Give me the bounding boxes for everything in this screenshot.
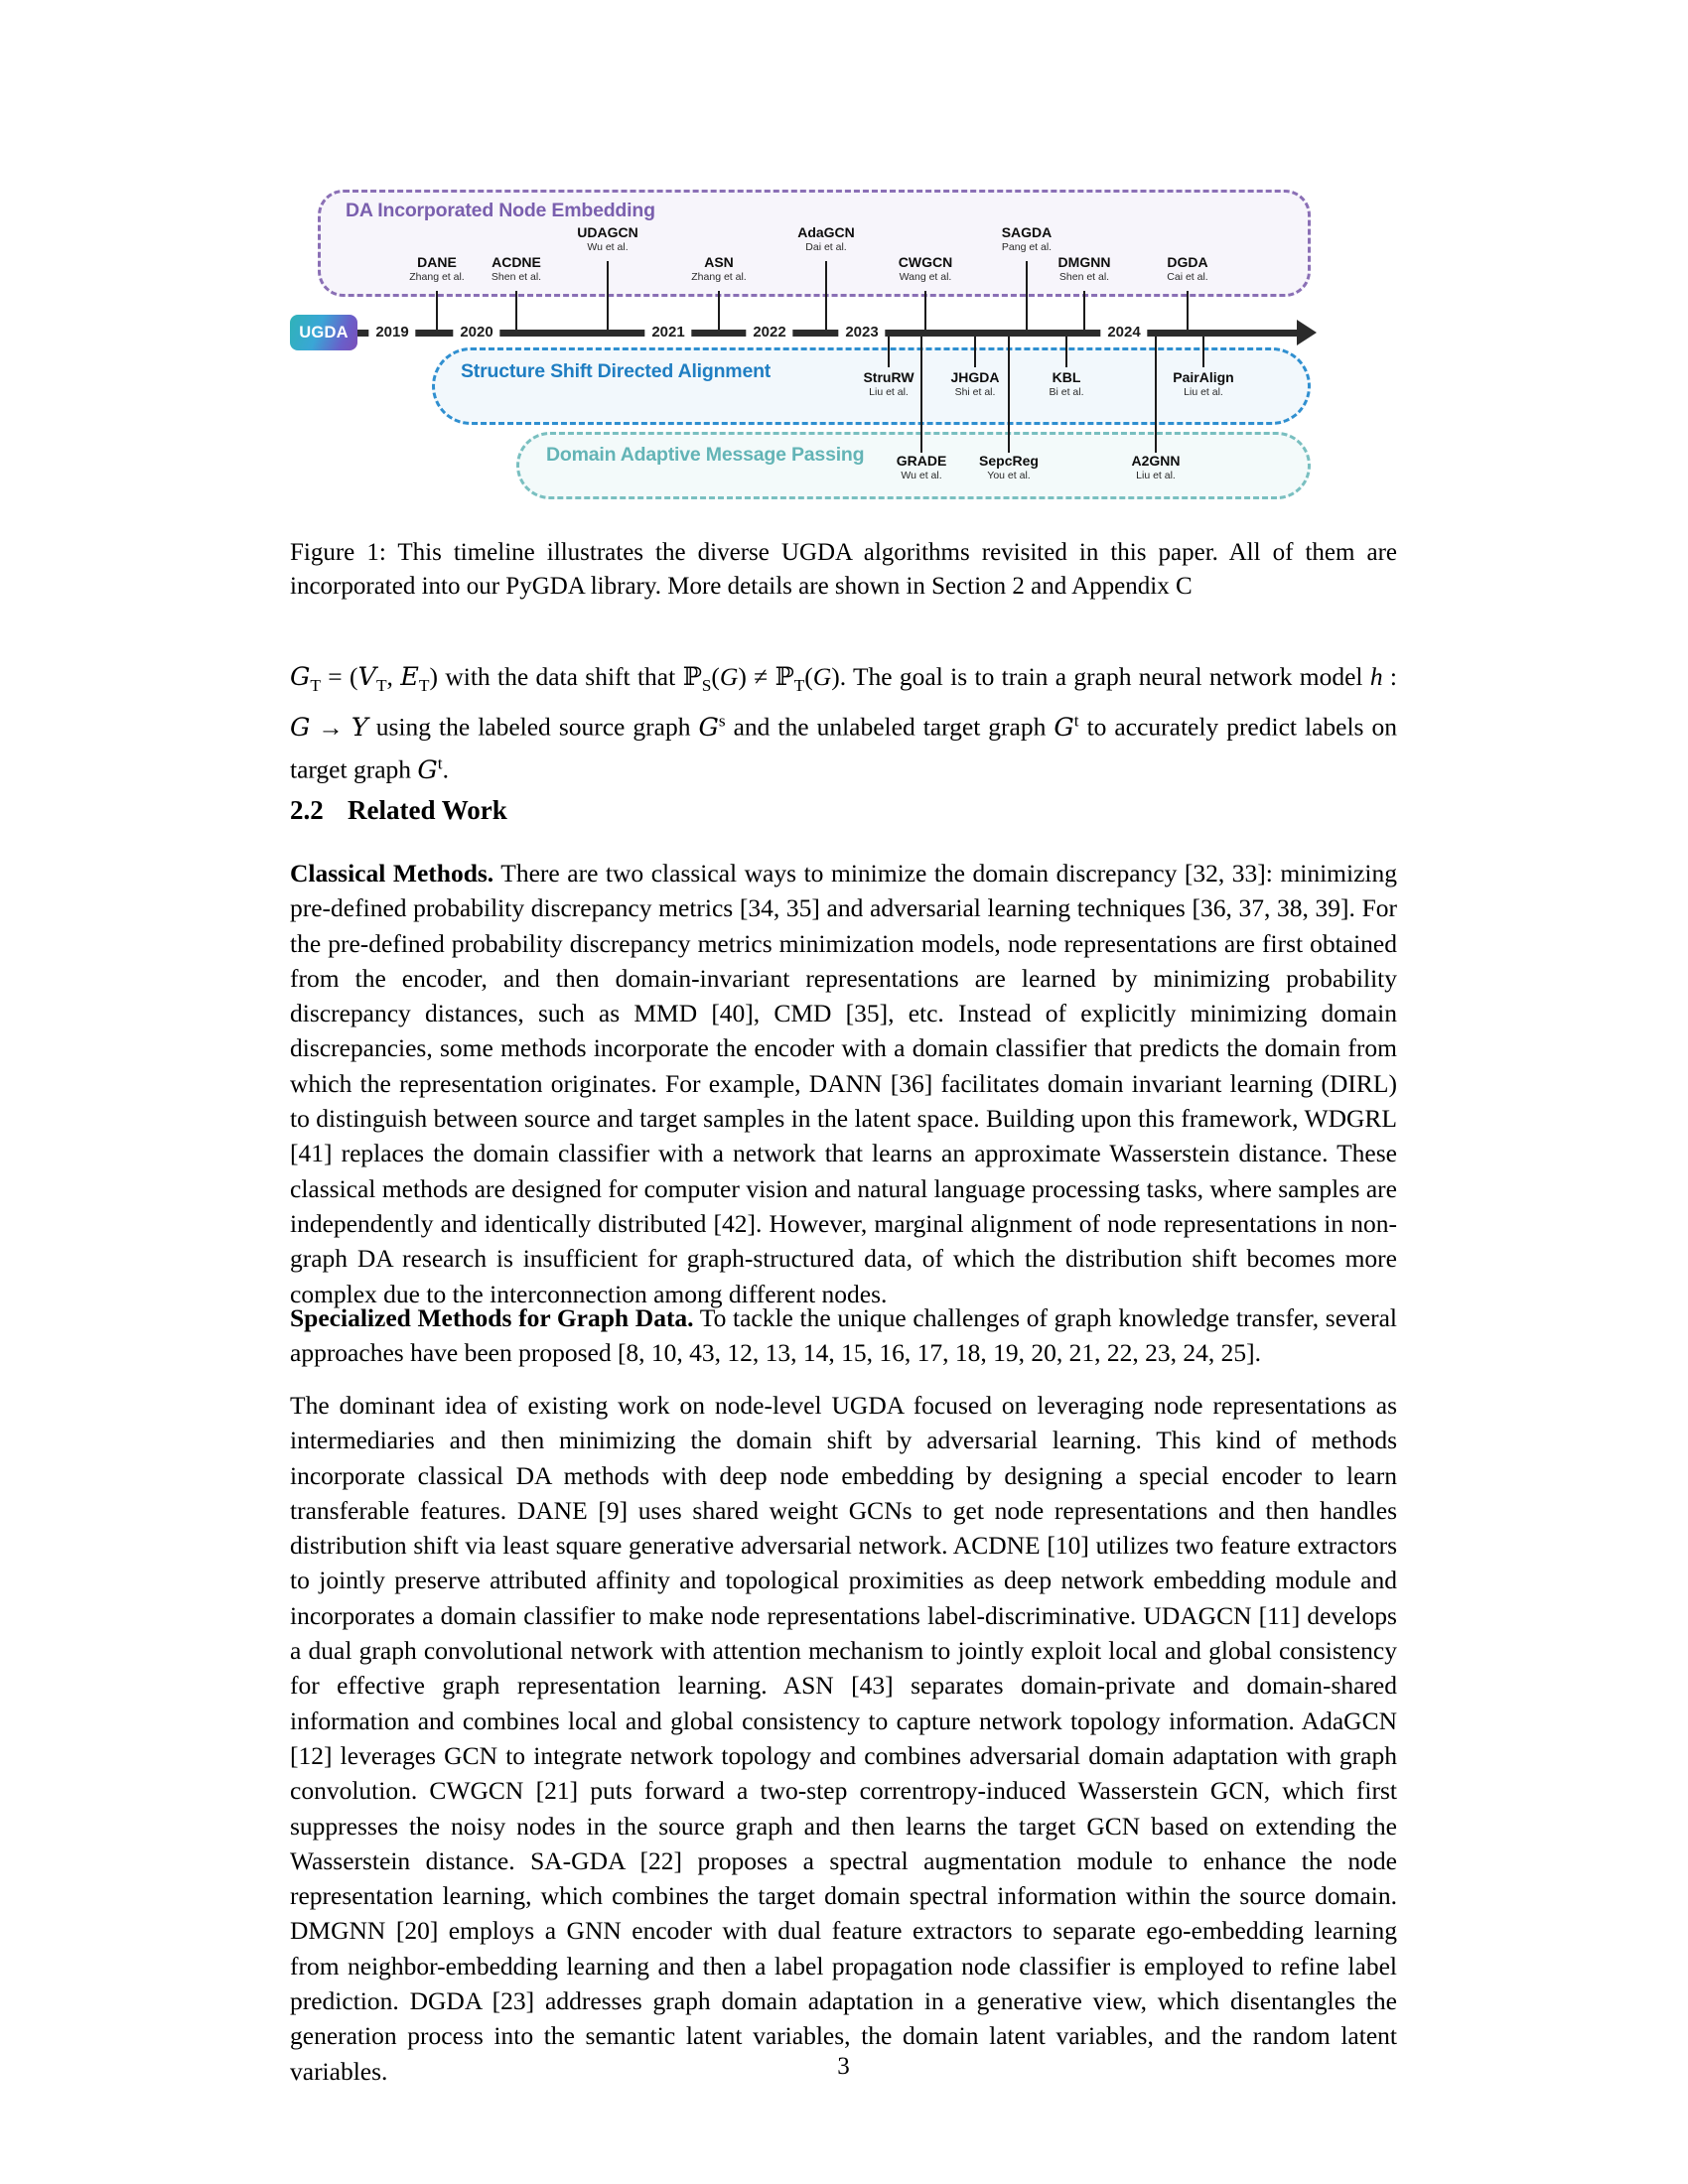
paragraph-lead-label: Specialized Methods for Graph Data. [290,1303,694,1332]
page-number: 3 [837,2053,850,2080]
entry-author: Zhang et al. [409,271,465,283]
entry-name: JHGDA [950,369,1000,385]
stem-sagda [1026,261,1028,331]
year-tick-2024: 2024 [1100,321,1147,344]
entry-author: Cai et al. [1167,271,1208,283]
section-number: 2.2 [290,795,324,825]
year-tick-2023: 2023 [838,321,885,344]
text-run: and the unlabeled target graph [725,712,1055,742]
stem-dmgnn [1083,291,1085,331]
band-title-blue: Structure Shift Directed Alignment [461,360,772,382]
entry-name: GRADE [896,453,947,469]
entry-name: A2GNN [1131,453,1181,469]
entry-name: ACDNE [492,254,541,270]
entry-name: StruRW [863,369,914,385]
timeline-entry-pairalign [1173,370,1233,399]
entry-name: CWGCN [898,254,953,270]
entry-name: PairAlign [1173,369,1234,385]
figure-1-timeline [290,184,1402,501]
entry-name: DANE [417,254,457,270]
entry-author: Zhang et al. [691,271,747,283]
entry-author: Pang et al. [1001,241,1053,253]
entry-author: Bi et al. [1049,386,1084,398]
timeline-entry-acdne [492,255,541,284]
section-title: Related Work [348,795,507,825]
stem-dane [436,291,438,331]
stem-dgda [1187,291,1189,331]
entry-name: AdaGCN [797,224,855,240]
entry-author: You et al. [987,470,1031,481]
text-run: with the data shift that [437,662,683,691]
figure-caption: Figure 1: This timeline illustrates the diverse UGDA algorithms revisited in this paper. All of them are incorporated into our PyGDA library. More details are shown in Section 2 and Appendix C [290,539,1397,600]
year-tick-2022: 2022 [746,321,792,344]
entry-author: Wu et al. [587,241,629,253]
year-tick-2019: 2019 [368,321,415,344]
timeline-entry-udagcn [577,225,637,254]
paragraph-dominant-idea: The dominant idea of existing work on node-level UGDA focused on leveraging node representations as intermediaries and then minimizing the domain shift by adversarial learning. This kind of methods incorporate classical DA methods with deep node embedding by designing a special encoder to learn transferable features. DANE [9] uses shared weight GCNs to get node representations and then handles distribution shift via least square generative adversarial network. ACDNE [10] utilizes two feature extractors to jointly preserve attributed affinity and topological proximities as deep network embedding module and incorporates a domain classifier to make node representations label-discriminative. UDAGCN [11] develops a dual graph convolutional network with attention mechanism to jointly exploit local and global consistency for effective graph representation learning. ASN [43] separates domain-private and domain-shared information and combines local and global consistency to capture network topology information. AdaGCN [12] leverages GCN to integrate network topology and combines adversarial domain adaptation with graph convolution. CWGCN [21] puts forward a two-step correntropy-induced Wasserstein GCN, which first suppresses the noisy nodes in the source graph and then learns the target GCN based on extending the Wasserstein distance. SA-GDA [22] proposes a spectral augmentation module to enhance the node representation learning, which combines the target domain spectral information within the source domain. DMGNN [20] employs a GNN encoder with dual feature extractors to separate ego-embedding learning from neighbor-embedding learning and then a label propagation node classifier is employed to refine label prediction. DGDA [23] addresses graph domain adaptation in a generative view, which disentangles the generation process into the semantic latent variables, the domain latent variables, and the random latent variables. [290,1391,1397,2086]
stem-asn [718,291,720,331]
text-run: . The goal is to train a graph neural network model [839,662,1370,691]
timeline-entry-sagda [1002,225,1053,254]
stem-strurw [888,336,890,367]
entry-author: Liu et al. [1136,470,1176,481]
band-title-teal: Domain Adaptive Message Passing [546,444,865,466]
timeline-entry-a2gnn [1131,454,1180,482]
math-expression: h : G → Y [290,662,1398,743]
stem-adagcn [825,261,827,331]
entry-author: Liu et al. [869,386,909,398]
text-run: using the labeled source graph [367,712,699,742]
timeline-canvas [290,184,1402,501]
entry-name: ASN [704,254,734,270]
paragraph-problem-definition [290,659,1397,788]
entry-author: Liu et al. [1184,386,1223,398]
entry-name: DGDA [1167,254,1208,270]
stem-acdne [515,291,517,331]
timeline-entry-dmgnn [1058,255,1111,284]
entry-author: Wang et al. [899,271,952,283]
entry-author: Shen et al. [491,271,542,283]
stem-udagcn [607,261,609,331]
entry-name: SAGDA [1001,224,1053,240]
timeline-arrow-icon [1297,320,1317,345]
timeline-entry-adagcn [797,225,855,254]
entry-author: Dai et al. [805,241,847,253]
entry-author: Shen et al. [1058,271,1110,283]
stem-cwgcn [924,291,926,331]
text-run: to accurately predict labels on target graph [290,712,1397,784]
entry-name: UDAGCN [577,224,638,240]
timeline-entry-jhgda [950,370,999,399]
timeline-entry-dgda [1167,255,1207,284]
entry-name: DMGNN [1057,254,1111,270]
entry-name: KBL [1052,369,1081,385]
stem-kbl [1065,336,1067,367]
section-heading-related-work [290,794,1397,826]
stem-sepcreg [1008,336,1010,453]
math-expression: $G^t$ [417,753,443,785]
math-expression: $G_T = (V_T$, $E_T$) [290,662,438,696]
paragraph-body: To tackle the unique challenges of graph knowledge transfer, several approaches have been proposed [8, 10, 43, 12, 13, 14, 15, 16, 17, 18, 19, 20, 21, 22, 23, 24, 25]. [290,1303,1397,1368]
timeline-entry-grade [897,454,947,482]
stem-pairalign [1202,336,1204,367]
text-run: . [442,754,449,784]
stem-grade [920,336,922,453]
paragraph-body: There are two classical ways to minimize the domain discrepancy [32, 33]: minimizing pre-defined probability discrepancy metrics [34, 35] and adversarial learning techniques [36, 37, 38, 39]. For the pre-defined probability discrepancy metrics minimization models, node representations are first obtained from the encoder, and then domain-invariant representations are learned by minimizing probability discrepancy distances, such as MMD [40], CMD [35], etc. Instead of explicitly minimizing domain discrepancies, some methods incorporate the encoder with a domain classifier that predicts the domain from which the representation originates. For example, DANN [36] facilitates domain invariant learning (DIRL) to distinguish between source and target samples in the latent space. Building upon this framework, WDGRL [41] replaces the domain classifier with a network that learns an approximate Wasserstein distance. These classical methods are designed for computer vision and natural language processing tasks, where samples are independently and identically distributed [42]. However, marginal alignment of node representations in non-graph DA research is insufficient for graph-structured data, of which the distribution shift becomes more complex due to the interconnection among different nodes. [290,859,1397,1308]
timeline-entry-dane [409,255,464,284]
timeline-entry-strurw [863,370,914,399]
entry-author: Wu et al. [901,470,942,481]
timeline-entry-cwgcn [899,255,952,284]
paragraph-classical-methods [290,856,1397,1311]
timeline-entry-kbl [1049,370,1083,399]
entry-name: SepcReg [979,453,1039,469]
entry-author: Shi et al. [954,386,996,398]
math-expression: $G^s$ [698,711,726,743]
year-tick-2021: 2021 [644,321,691,344]
paragraph-lead-label: Classical Methods. [290,859,494,887]
year-tick-2020: 2020 [453,321,499,344]
math-expression: ℙ$_S$(G) ≠ ℙ$_T$(G) [682,662,840,696]
stem-jhgda [974,336,976,367]
timeline-entry-asn [691,255,746,284]
timeline-entry-sepcreg [979,454,1039,482]
band-title-purple: DA Incorporated Node Embedding [346,200,655,221]
paragraph-specialized-methods [290,1300,1397,1371]
ugda-badge: UGDA [290,315,357,350]
stem-a2gnn [1155,336,1157,453]
math-expression: $G^t$ [1054,711,1079,743]
